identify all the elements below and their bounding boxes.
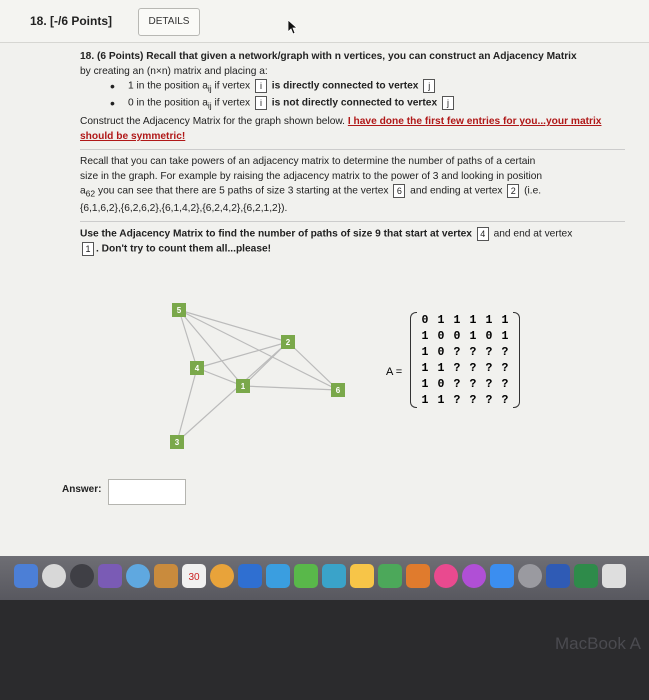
matrix-cell: ? (485, 361, 493, 375)
matrix-cell: ? (501, 377, 509, 391)
image-capture-icon[interactable] (98, 564, 122, 588)
pages-icon[interactable] (350, 564, 374, 588)
matrix-cell: 1 (437, 361, 445, 375)
divider (80, 149, 625, 150)
matrix-cell: ? (485, 377, 493, 391)
task-end-vertex-box: 1 (82, 242, 94, 256)
answer-label: Answer: (62, 484, 102, 495)
edge-5-1 (179, 310, 243, 386)
recall-paragraph: Recall that you can take powers of an adjacency matrix to determine the number of paths of a certain size in the graph. For example by raising the adjacency matrix to the power of 3 and looking in position $a_{62}$ you can see that there are 5 paths of size 3 starting at the vertex 6 and ending at vertex 2 (i.e. {6,1,6,2},{6,2,6,2},{6,1,4,2},{6,2,4,2},{6,2,1,2}). (80, 156, 543, 214)
matrix-cell: 1 (469, 329, 477, 343)
intro-text: 18. (6 Points) Recall that given a network/graph with n vertices, you can construct an Adjacency Matrix by creating an (n×n) matrix and placing a: (80, 51, 577, 77)
edge-1-6 (243, 386, 338, 390)
matrix-cell: 1 (501, 329, 509, 343)
matrix-cell: 1 (421, 329, 429, 343)
vertex-2-label: 2 (285, 338, 291, 347)
matrix-cell: 0 (485, 329, 493, 343)
matrix-cell: ? (501, 345, 509, 359)
mac-dock (0, 556, 649, 600)
excel-icon[interactable] (574, 564, 598, 588)
matrix-row (417, 328, 513, 344)
matrix-cell: 1 (437, 313, 445, 327)
matrix-cell: ? (469, 361, 477, 375)
siri-icon[interactable] (42, 564, 66, 588)
details-button[interactable]: DETAILS (138, 8, 200, 36)
vertex-3-label: 3 (174, 438, 180, 447)
matrix-cell: 0 (437, 377, 445, 391)
mouse-cursor-icon (288, 20, 298, 34)
matrix-cell: 1 (421, 377, 429, 391)
vertex-i-box: i (255, 79, 267, 93)
matrix-row (417, 392, 513, 408)
utility-icon[interactable] (602, 564, 626, 588)
matrix-cell: 0 (421, 313, 429, 327)
end-vertex-box: 2 (507, 184, 519, 198)
matrix-cell: 0 (453, 329, 461, 343)
graph-figure (150, 300, 370, 460)
matrix-cell: ? (501, 361, 509, 375)
edge-2-6 (288, 342, 338, 390)
calendar-icon[interactable]: 30 (182, 564, 206, 588)
numbers-icon[interactable] (378, 564, 402, 588)
vertex-5-label: 5 (176, 306, 182, 315)
matrix-cell: 1 (421, 393, 429, 407)
finder-icon[interactable] (14, 564, 38, 588)
matrix-cell: 1 (421, 345, 429, 359)
keynote-presentation-icon[interactable] (406, 564, 430, 588)
podcasts-icon[interactable] (462, 564, 486, 588)
matrix-cell: ? (485, 345, 493, 359)
matrix-cell: 1 (421, 361, 429, 375)
divider (80, 221, 625, 222)
matrix-cell: 0 (437, 345, 445, 359)
photos-icon[interactable] (210, 564, 234, 588)
matrix-cell: ? (453, 377, 461, 391)
matrix-cell: 1 (501, 313, 509, 327)
vertex-j-box: j (423, 79, 435, 93)
messages-icon[interactable] (266, 564, 290, 588)
matrix-cell: ? (453, 393, 461, 407)
task-start-vertex-box: 4 (477, 227, 489, 241)
vertex-i-box: i (255, 96, 267, 110)
task-paragraph: Use the Adjacency Matrix to find the number of paths of size 9 that start at vertex 4 and end at vertex 1 . Don't try to count them all...please! (80, 228, 573, 256)
question-body (80, 50, 625, 258)
matrix-cell: ? (485, 393, 493, 407)
matrix-label: A = (386, 366, 403, 378)
vertex-6-label: 6 (335, 386, 341, 395)
contacts-icon[interactable] (154, 564, 178, 588)
app-store-icon[interactable] (490, 564, 514, 588)
macbook-logo: MacBook A (555, 634, 641, 653)
edge-4-3 (177, 368, 197, 442)
symmetric-note: I have done the first few entries for you...your matrix should be symmetric! (80, 116, 602, 142)
matrix-cell: ? (453, 361, 461, 375)
facetime-icon[interactable] (294, 564, 318, 588)
matrix-row (417, 376, 513, 392)
itunes-icon[interactable] (434, 564, 458, 588)
word-icon[interactable] (546, 564, 570, 588)
keynote-icon[interactable] (238, 564, 262, 588)
matrix-table (417, 312, 513, 408)
vertex-4-label: 4 (194, 364, 200, 373)
matrix-cell: 0 (437, 329, 445, 343)
matrix-cell: ? (501, 393, 509, 407)
matrix-cell: ? (453, 345, 461, 359)
matrix-cell: 1 (437, 393, 445, 407)
question-header (0, 0, 649, 43)
start-vertex-box: 6 (393, 184, 405, 198)
matrix-cell: 1 (485, 313, 493, 327)
system-preferences-icon[interactable] (518, 564, 542, 588)
adjacency-matrix (386, 312, 520, 408)
edge-5-4 (179, 310, 197, 368)
bullet-not-connected: • 0 in the position $a_{ij}$ if vertex i is not directly connected to vertex j (110, 96, 625, 113)
matrix-cell: ? (469, 345, 477, 359)
matrix-cell: 1 (469, 313, 477, 327)
launchpad-icon[interactable] (70, 564, 94, 588)
vertex-j-box: j (442, 96, 454, 110)
matrix-cell: 1 (453, 313, 461, 327)
matrix-row (417, 360, 513, 376)
question-number: 18. [-/6 Points] (30, 14, 113, 28)
answer-input[interactable] (108, 479, 186, 505)
matrix-cell: ? (469, 393, 477, 407)
matrix-cell: ? (469, 377, 477, 391)
safari-icon[interactable] (126, 564, 150, 588)
maps-icon[interactable] (322, 564, 346, 588)
vertex-1-label: 1 (240, 382, 246, 391)
matrix-row (417, 344, 513, 360)
construct-instructions: Construct the Adjacency Matrix for the graph shown below. I have done the first few entries for you...your matrix should be symmetric! (80, 116, 602, 142)
matrix-row (417, 312, 513, 328)
bullet-connected: • 1 in the position $a_{ij}$ if vertex i is directly connected to vertex j (110, 79, 625, 96)
